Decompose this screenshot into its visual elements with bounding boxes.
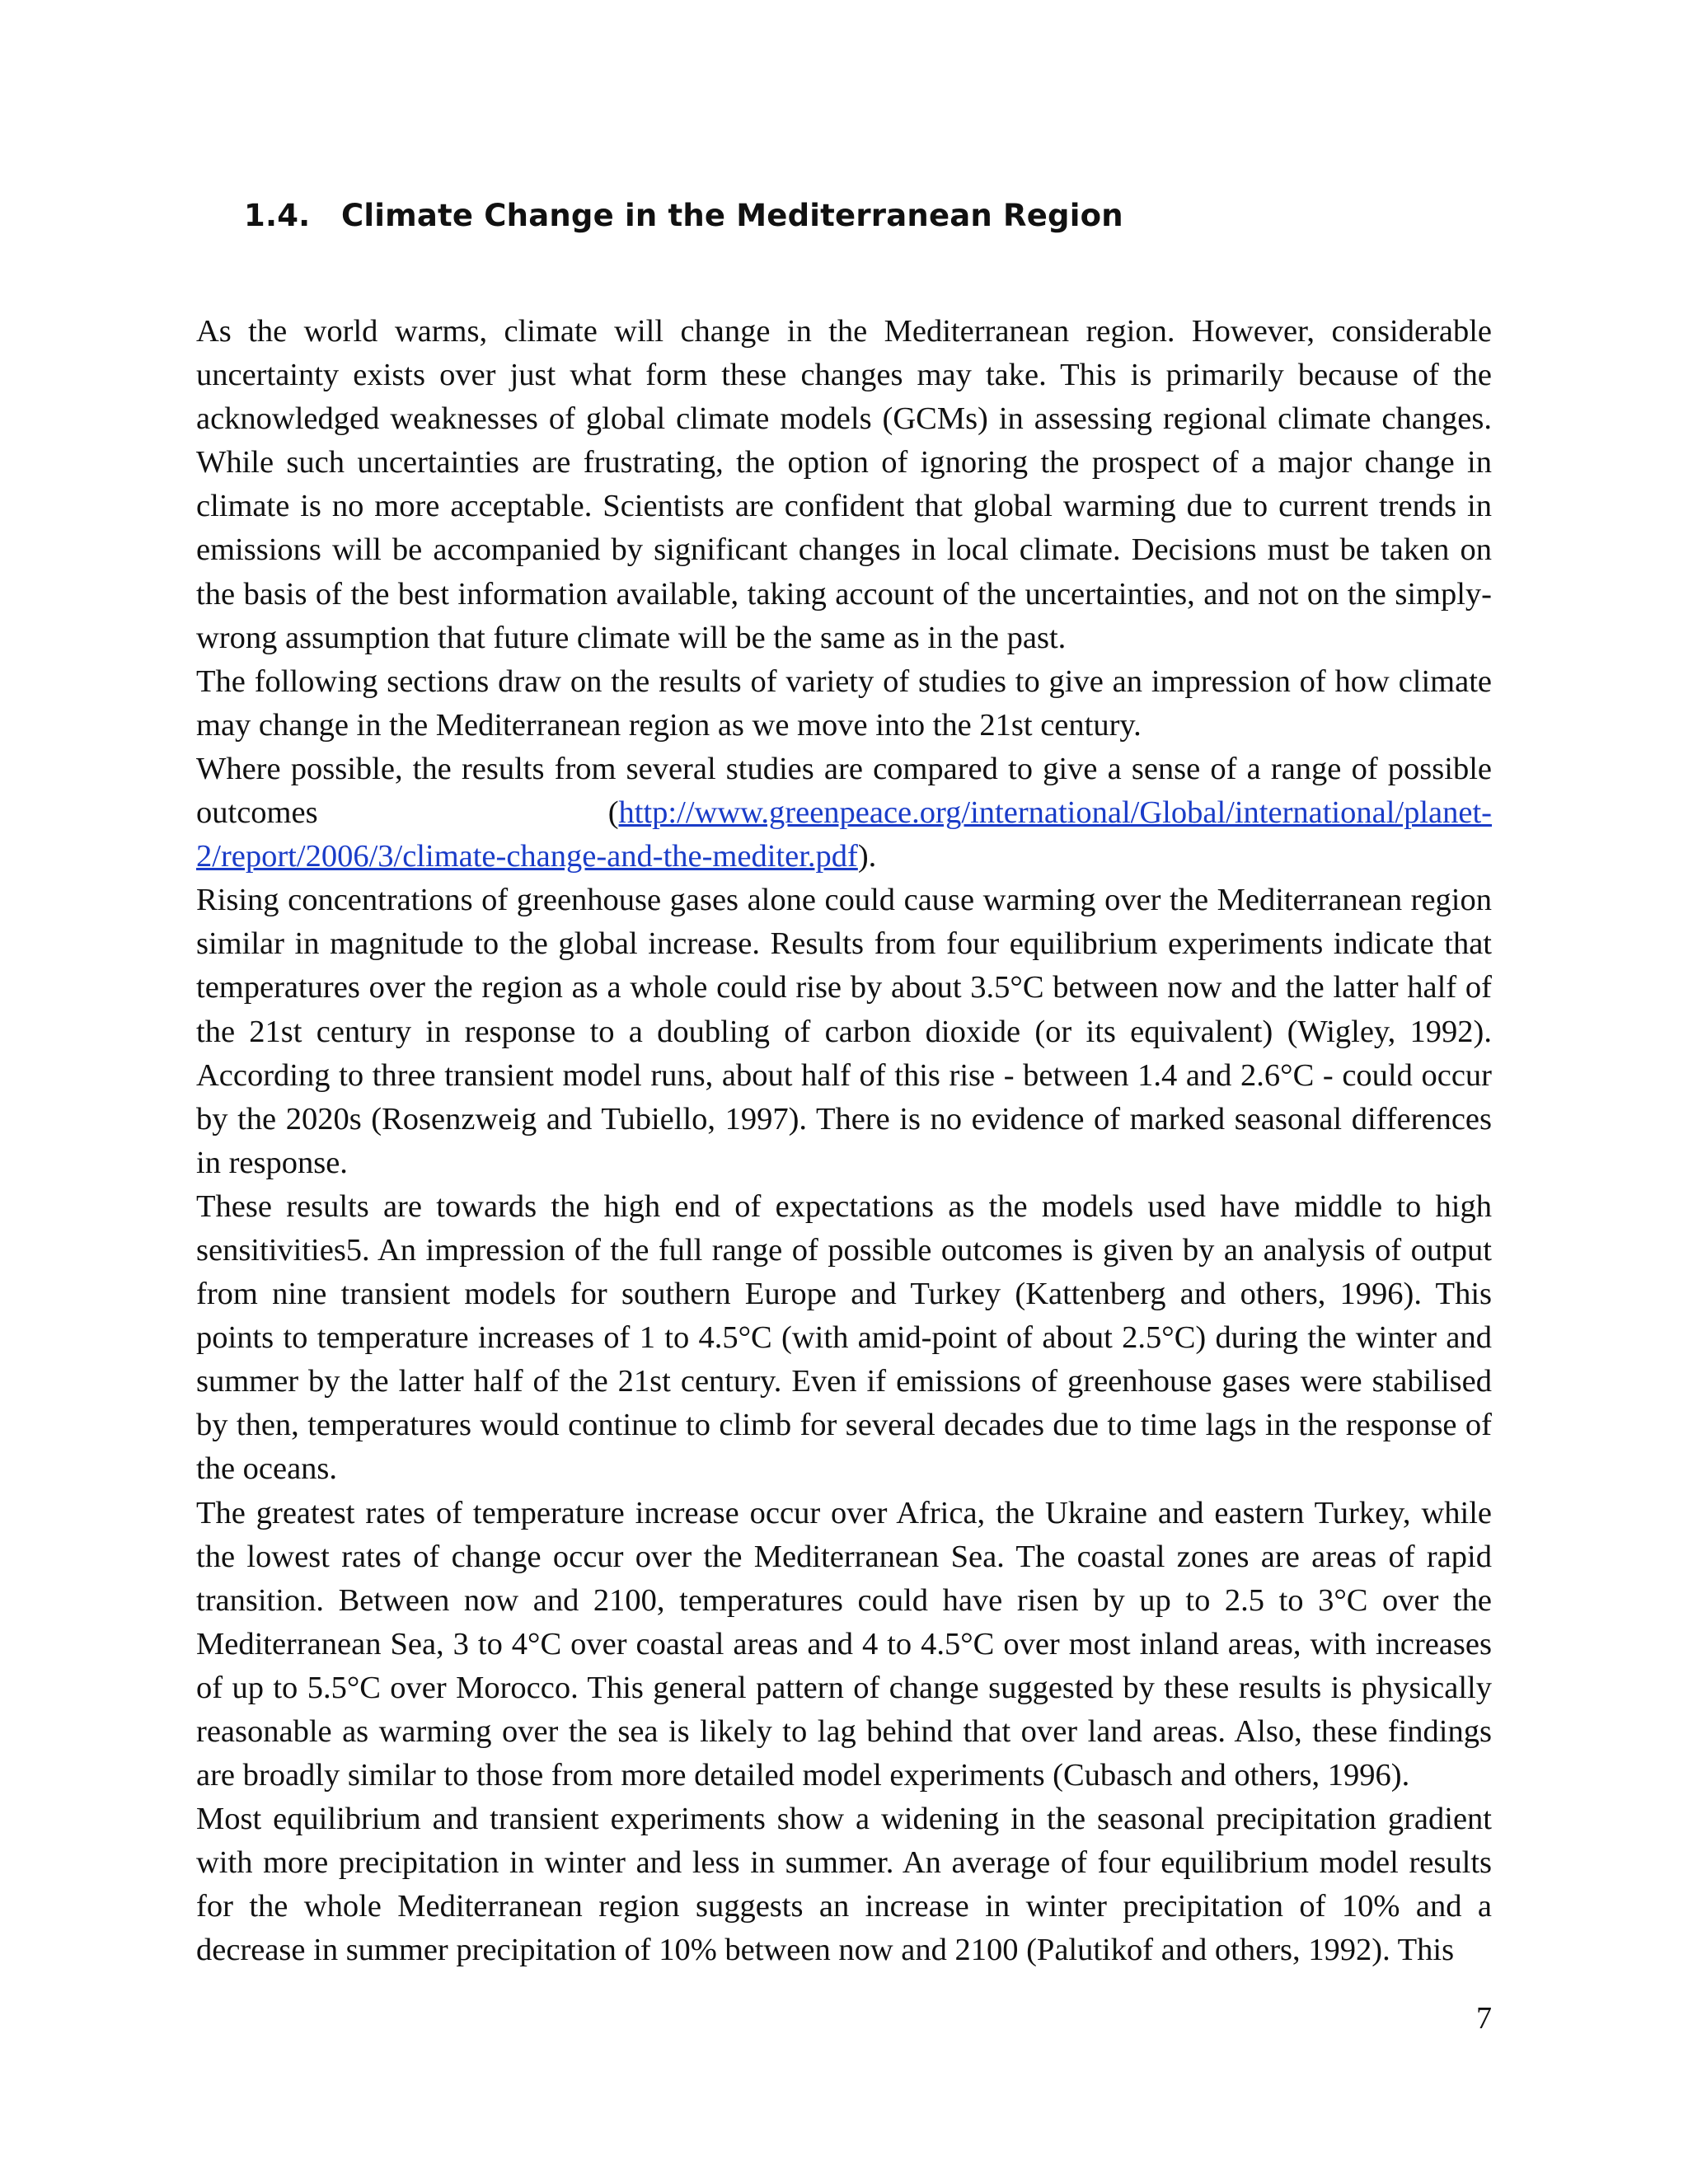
link-paragraph-before: Where possible, the results from several studies are compared to give a sense of a range of possible outcomes (	[196, 751, 1492, 831]
paragraph-greenhouse-warming: Rising concentrations of greenhouse gases alone could cause warming over the Mediterranean region similar in magnitude to the global increase. Results from four equilibrium experiments indicate that temperatures over the region as a whole could rise by about 3.5°C between now and the latter half of the 21st century in response to a doubling of carbon dioxide (or its equivalent) (Wigley, 1992). According to three transient model runs, about half of this rise - between 1.4 and 2.6°C - could occur by the 2020s (Rosenzweig and Tubiello, 1997). There is no evidence of marked seasonal differences in response.	[196, 883, 1492, 1180]
link-paragraph-after: ).	[857, 839, 877, 874]
section-number: 1.4.	[244, 198, 311, 233]
paragraph-regional-rates: The greatest rates of temperature increase occur over Africa, the Ukraine and eastern Turkey, while the lowest rates of change occur over the Mediterranean Sea. The coastal zones are areas of rapid transition. Between now and 2100, temperatures could have risen by up to 2.5 to 3°C over the Mediterranean Sea, 3 to 4°C over coastal areas and 4 to 4.5°C over most inland areas, with increases of up to 5.5°C over Morocco. This general pattern of change suggested by these results is physically reasonable as warming over the sea is likely to lag behind that over land areas. Also, these findings are broadly similar to those from more detailed model experiments (Cubasch and others, 1996).	[196, 1495, 1492, 1793]
greenpeace-report-link[interactable]: http://www.greenpeace.org/international/Global/international/planet-2/report/2006/3/climate-change-and-the-mediter.pdf	[196, 795, 1492, 874]
section-heading	[244, 194, 1123, 237]
section-title: Climate Change in the Mediterranean Region	[341, 198, 1123, 233]
paragraph-sections-overview: The following sections draw on the results of variety of studies to give an impression of how climate may change in the Mediterranean region as we move into the 21st century.	[196, 663, 1492, 743]
paragraph-outcomes-link	[196, 748, 1492, 879]
paragraph-high-end-expectations: These results are towards the high end of expectations as the models used have middle to high sensitivities5. An impression of the full range of possible outcomes is given by an analysis of output from nine transient models for southern Europe and Turkey (Kattenberg and others, 1996). This points to temperature increases of 1 to 4.5°C (with amid-point of about 2.5°C) during the winter and summer by the latter half of the 21st century. Even if emissions of greenhouse gases were stabilised by then, temperatures would continue to climb for several decades due to time lags in the response of the oceans.	[196, 1188, 1492, 1487]
body-text	[196, 310, 1492, 1973]
paragraph-precipitation: Most equilibrium and transient experiments show a widening in the seasonal precipitation gradient with more precipitation in winter and less in summer. An average of four equilibrium model results for the whole Mediterranean region suggests an increase in winter precipitation of 10% and a decrease in summer precipitation of 10% between now and 2100 (Palutikof and others, 1992). This	[196, 1802, 1492, 1968]
paragraph-intro: As the world warms, climate will change in the Mediterranean region. However, considerable uncertainty exists over just what form these changes may take. This is primarily because of the acknowledged weaknesses of global climate models (GCMs) in assessing regional climate changes. While such uncertainties are frustrating, the option of ignoring the prospect of a major change in climate is no more acceptable. Scientists are confident that global warming due to current trends in emissions will be accompanied by significant changes in local climate. Decisions must be taken on the basis of the best information available, taking account of the uncertainties, and not on the simply-wrong assumption that future climate will be the same as in the past.	[196, 314, 1492, 655]
page-number: 7	[1476, 2001, 1492, 2036]
